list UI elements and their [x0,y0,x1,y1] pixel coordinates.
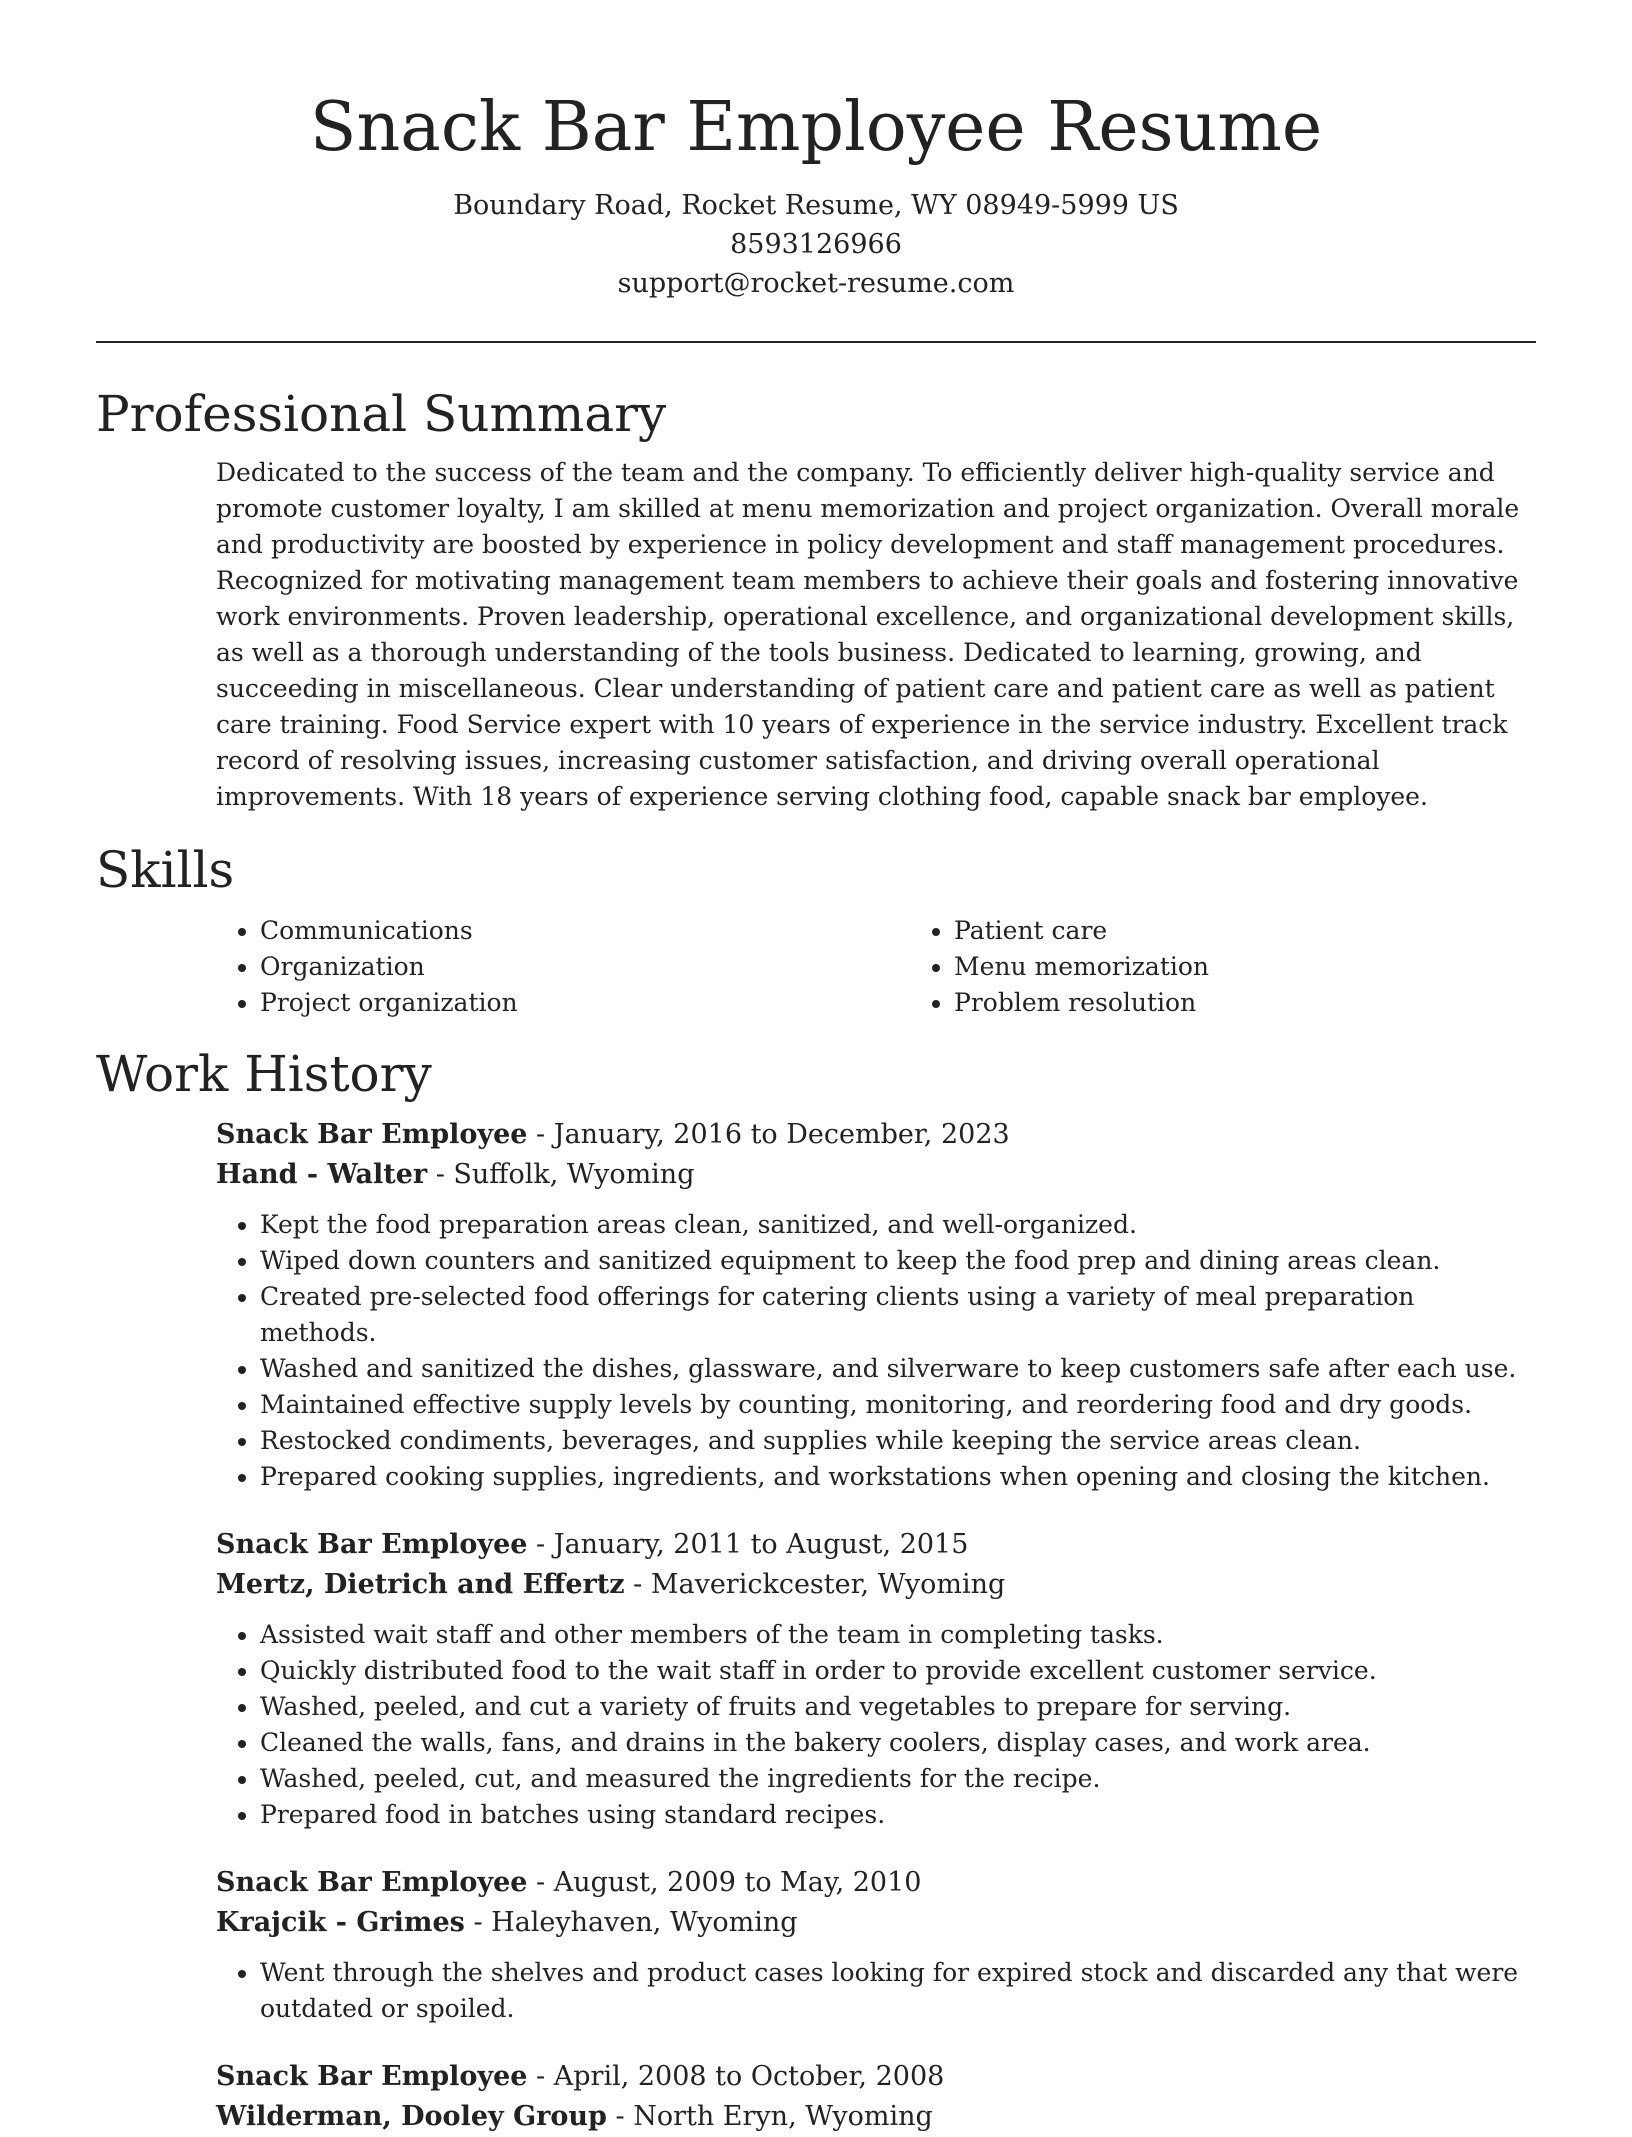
skill-item: • Problem resolution [954,985,1454,1021]
job-location: Suffolk, Wyoming [453,1159,695,1190]
job-title-line: Snack Bar Employee - August, 2009 to May, 2010 [216,1867,922,1898]
job-location: Haleyhaven, Wyoming [491,1907,798,1938]
duty-item: • Kept the food preparation areas clean, sanitized, and well-organized. [260,1207,1536,1243]
duty-item: • Restocked condiments, beverages, and supplies while keeping the service areas clean. [260,1423,1536,1459]
job-company: Hand - Walter [216,1159,428,1190]
job-duties [216,1207,1536,1495]
duty-item: • Cleaned the walls, fans, and drains in the bakery coolers, display cases, and work area. [260,1725,1536,1761]
duty-item: • Created pre-selected food offerings for catering clients using a variety of meal preparation methods. [260,1279,1536,1351]
duty-item: • Quickly distributed food to the wait staff in order to provide excellent customer service. [260,1653,1536,1689]
job-role: Snack Bar Employee [216,1529,528,1560]
resume-header [0,0,1632,303]
skill-item: • Patient care [954,913,1454,949]
duty-item: • Wiped down counters and sanitized equipment to keep the food prep and dining areas clean. [260,1243,1536,1279]
job-title-line: Snack Bar Employee - April, 2008 to October, 2008 [216,2061,945,2092]
job-entry [216,1115,1536,1495]
job-duties [216,1617,1536,1833]
job-company-line: Krajcik - Grimes - Haleyhaven, Wyoming [216,1907,798,1938]
job-entry [216,1863,1536,2027]
resume-title: Snack Bar Employee Resume [309,88,1323,167]
skill-item: • Communications [260,913,910,949]
job-entry [216,1525,1536,1833]
summary-text: Dedicated to the success of the team and the company. To efficiently deliver high-quality service and promote customer loyalty, I am skilled at menu memorization and project organization. Overall morale and productivity are boosted by experience in policy development and staff management procedures. Recognized for motivating management team members to achieve their goals and fostering innovative work environments. Proven leadership, operational excellence, and organizational development skills, as well as a thorough understanding of the tools business. Dedicated to learning, growing, and succeeding in miscellaneous. Clear understanding of patient care and patient care as well as patient care training. Food Service expert with 10 years of experience in the service industry. Excellent track record of resolving issues, increasing customer satisfaction, and driving overall operational improvements. With 18 years of experience serving clothing food, capable snack bar employee. [216,458,1520,811]
duty-item: • Went through the shelves and product cases looking for expired stock and discarded any that were outdated or spoiled. [260,1955,1536,2027]
duty-item: • Washed, peeled, and cut a variety of fruits and vegetables to prepare for serving. [260,1689,1536,1725]
work-history-heading: Work History [96,1045,432,1103]
job-dates: April, 2008 to October, 2008 [553,2061,945,2092]
job-company: Wilderman, Dooley Group [216,2101,607,2132]
contact-address: Boundary Road, Rocket Resume, WY 08949-5999 US [453,190,1179,221]
skill-item: • Project organization [260,985,910,1021]
skills-list [216,913,1536,1021]
job-duties [216,1955,1536,2027]
job-company-line: Hand - Walter - Suffolk, Wyoming [216,1159,695,1190]
duty-item: • Maintained effective supply levels by counting, monitoring, and reordering food and dry goods. [260,1387,1536,1423]
header-divider [96,341,1536,343]
summary-heading: Professional Summary [96,385,667,443]
job-role: Snack Bar Employee [216,1119,528,1150]
job-entry [216,2057,1536,2137]
job-dates: January, 2016 to December, 2023 [553,1119,1010,1150]
duty-item: • Assisted wait staff and other members of the team in completing tasks. [260,1617,1536,1653]
job-dates: January, 2011 to August, 2015 [553,1529,969,1560]
skills-heading: Skills [96,841,235,899]
job-company-line: Mertz, Dietrich and Effertz - Maverickcester, Wyoming [216,1569,1006,1600]
duty-item: • Prepared food in batches using standard recipes. [260,1797,1536,1833]
job-location: Maverickcester, Wyoming [650,1569,1006,1600]
job-company: Krajcik - Grimes [216,1907,465,1938]
duty-item: • Washed, peeled, cut, and measured the ingredients for the recipe. [260,1761,1536,1797]
job-title-line: Snack Bar Employee - January, 2016 to December, 2023 [216,1119,1010,1150]
job-company-line: Wilderman, Dooley Group - North Eryn, Wyoming [216,2101,933,2132]
skill-item: • Menu memorization [954,949,1454,985]
contact-block [0,186,1632,303]
skills-column-1 [216,913,910,1021]
job-role: Snack Bar Employee [216,2061,528,2092]
job-dates: August, 2009 to May, 2010 [553,1867,922,1898]
job-company: Mertz, Dietrich and Effertz [216,1569,625,1600]
skills-column-2 [910,913,1454,1021]
duty-item: • Prepared cooking supplies, ingredients, and workstations when opening and closing the kitchen. [260,1459,1536,1495]
job-title-line: Snack Bar Employee - January, 2011 to August, 2015 [216,1529,969,1560]
job-role: Snack Bar Employee [216,1867,528,1898]
skill-item: • Organization [260,949,910,985]
job-location: North Eryn, Wyoming [633,2101,933,2132]
contact-email: support@rocket-resume.com [617,268,1015,299]
duty-item: • Washed and sanitized the dishes, glassware, and silverware to keep customers safe after each use. [260,1351,1536,1387]
contact-phone: 8593126966 [730,229,902,260]
